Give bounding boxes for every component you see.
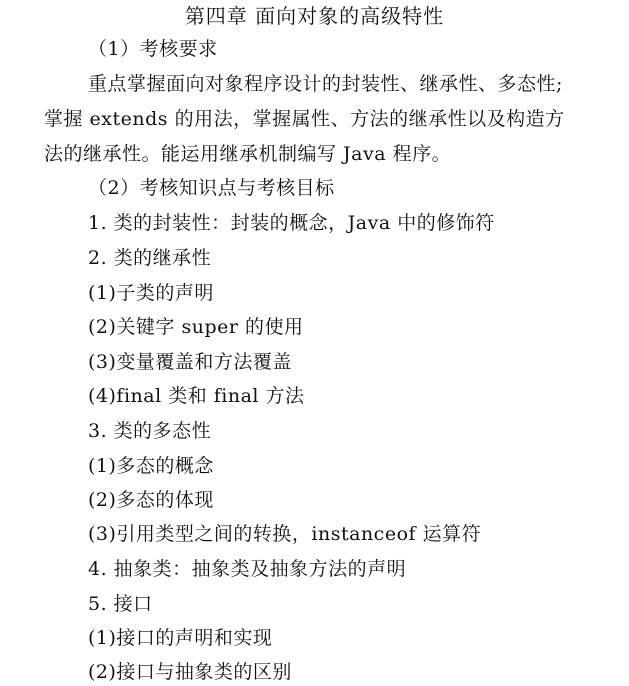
list-item: (1)接口的声明和实现 <box>88 627 273 649</box>
section-heading-requirements: （1）考核要求 <box>88 38 218 60</box>
list-item: (1)子类的声明 <box>88 282 214 304</box>
list-item: (3)引用类型之间的转换，instanceof 运算符 <box>88 523 482 545</box>
list-item: (2)接口与抽象类的区别 <box>88 661 292 683</box>
section-heading-knowledge-points: （2）考核知识点与考核目标 <box>88 177 335 199</box>
list-item: (2)多态的体现 <box>88 489 214 511</box>
requirements-line-1: 重点掌握面向对象程序设计的封装性、继承性、多态性; <box>88 73 563 95</box>
list-item: (1)多态的概念 <box>88 455 214 477</box>
list-item: (2)关键字 super 的使用 <box>88 316 304 338</box>
list-item: (3)变量覆盖和方法覆盖 <box>88 351 292 373</box>
requirements-line-2: 掌握 extends 的用法，掌握属性、方法的继承性以及构造方 <box>44 108 565 130</box>
list-item: 1. 类的封装性：封装的概念，Java 中的修饰符 <box>88 212 495 234</box>
list-item: 3. 类的多态性 <box>88 420 212 442</box>
list-item: 5. 接口 <box>88 593 153 615</box>
list-item: 4. 抽象类：抽象类及抽象方法的声明 <box>88 558 407 580</box>
chapter-title: 第四章 面向对象的高级特性 <box>184 4 445 28</box>
list-item: (4)final 类和 final 方法 <box>88 385 305 407</box>
list-item: 2. 类的继承性 <box>88 247 212 269</box>
requirements-line-3: 法的继承性。能运用继承机制编写 Java 程序。 <box>44 143 452 165</box>
